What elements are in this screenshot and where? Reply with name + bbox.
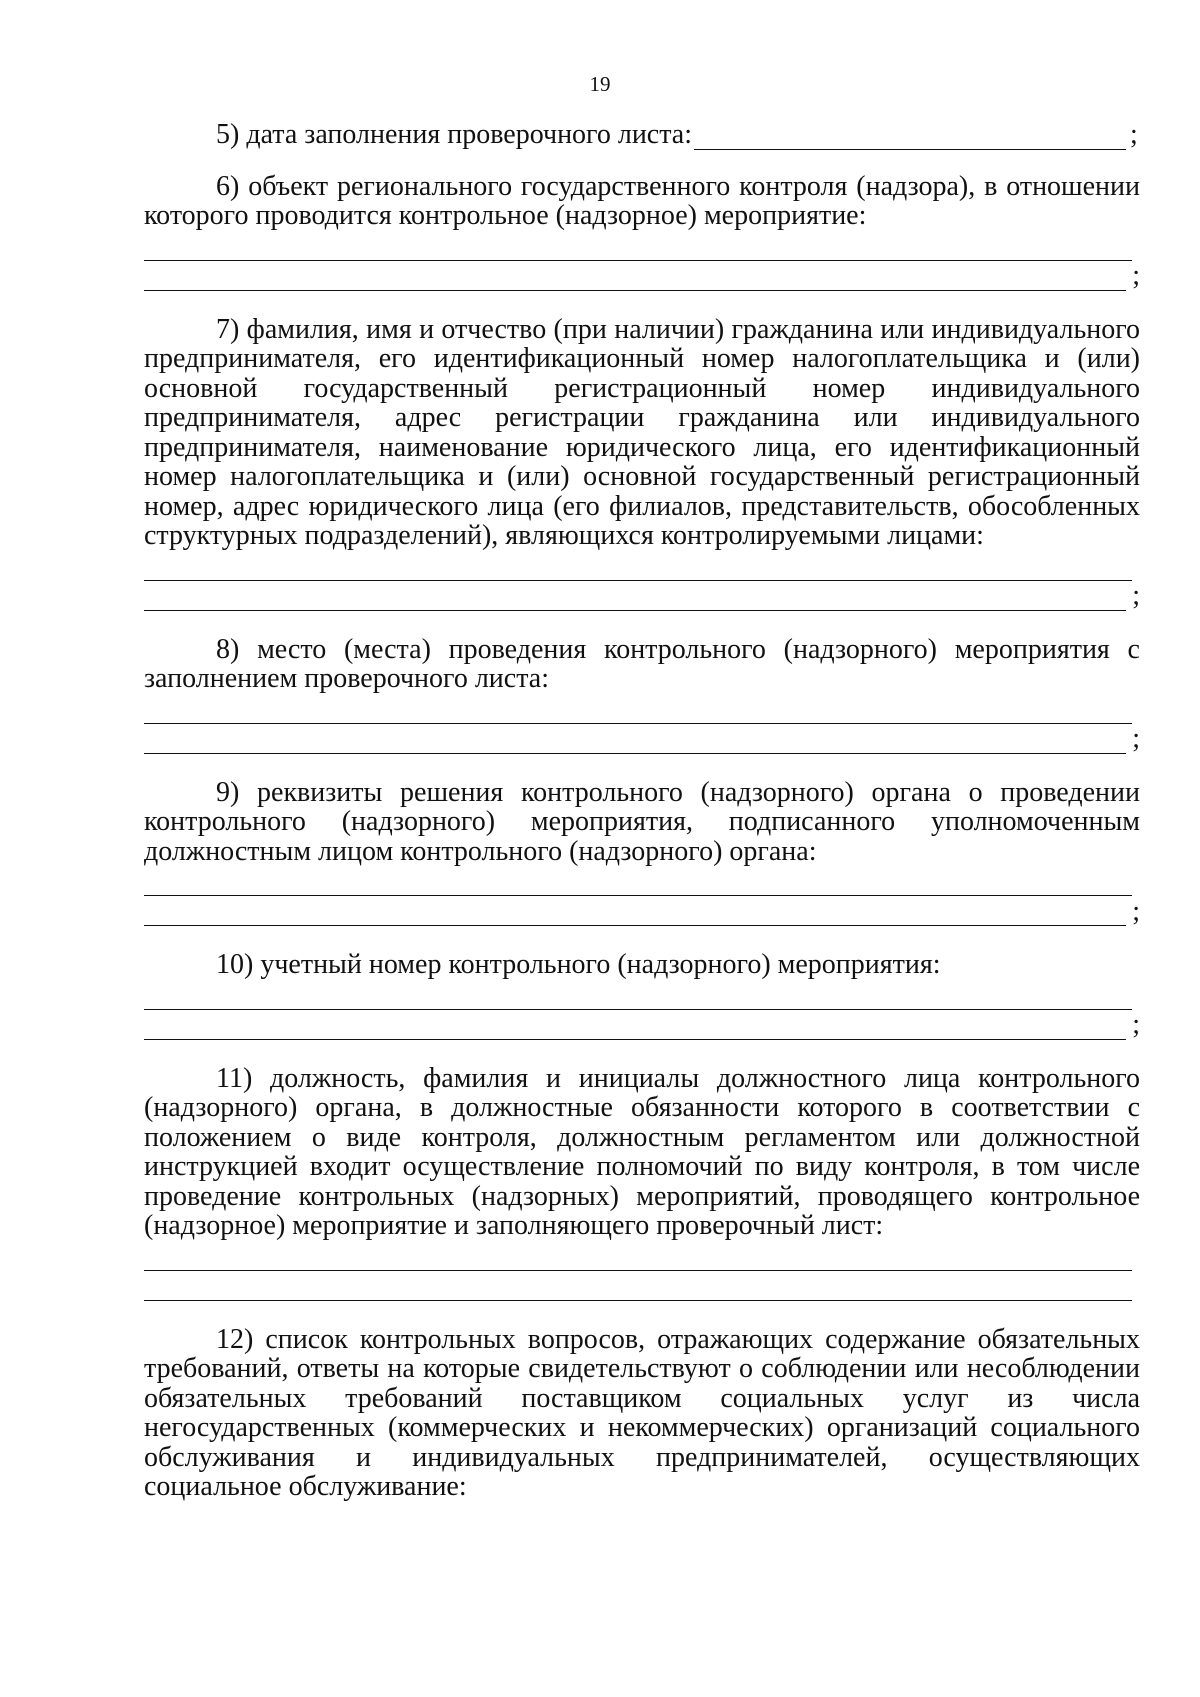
form-body <box>144 120 1140 1502</box>
item-7-input-line-2[interactable] <box>144 581 1140 611</box>
item-9-input-line-1[interactable] <box>144 866 1140 896</box>
item-8-text: 8) место (места) проведения контрольного (надзорного) мероприятия с заполнением проверочного листа: <box>144 633 1140 694</box>
item-11-input-line-2[interactable] <box>144 1271 1140 1301</box>
item-11-input-line-1[interactable] <box>144 1241 1140 1271</box>
item-9-terminator: ; <box>1132 895 1140 927</box>
item-7-controlled-persons <box>144 315 1140 611</box>
item-7-text: 7) фамилия, имя и отчество (при наличии) гражданина или индивидуального предпринимателя, его идентификационный номер налогоплательщика и (или) основной государственный регистрационный номер индивидуального предпринимателя, адрес регистрации гражданина или индивидуального предпринимателя, наименование юридического лица, его идентификационный номер налогоплательщика и (или) основной государственный регистрационный номер, адрес юридического лица (его филиалов, представительств, обособленных структурных подразделений), являющихся контролируемыми лицами: <box>144 313 1140 551</box>
item-7-terminator: ; <box>1132 580 1140 611</box>
item-5-terminator: ; <box>1130 119 1138 150</box>
item-9-input-line-2[interactable] <box>144 896 1140 926</box>
item-10-input-line-2[interactable] <box>144 1010 1140 1040</box>
item-12-question-list <box>144 1325 1140 1502</box>
item-6-input-line-2[interactable] <box>144 261 1140 291</box>
item-6-input-line-1[interactable] <box>144 231 1140 261</box>
item-5-fill-date <box>144 120 1140 150</box>
item-6-terminator: ; <box>1132 260 1140 291</box>
item-9-text: 9) реквизиты решения контрольного (надзорного) органа о проведении контрольного (надзорного) мероприятия, подписанного уполномоченным должностным лицом контрольного (надзорного) органа: <box>144 776 1140 867</box>
item-10-input-line-1[interactable] <box>144 980 1140 1010</box>
item-12-text: 12) список контрольных вопросов, отражающих содержание обязательных требований, ответы на которые свидетельствуют о соблюдении или несоблюдении обязательных требований поставщиком социальных услуг из числа негосударственных (коммерческих и некоммерческих) организаций социального обслуживания и индивидуальных предпринимателей, осуществляющих социальное обслуживание: <box>144 1323 1140 1502</box>
item-8-terminator: ; <box>1132 723 1140 754</box>
item-10-text: 10) учетный номер контрольного (надзорного) мероприятия: <box>216 949 941 980</box>
item-10-registration-number <box>144 950 1140 1040</box>
item-9-decision-details <box>144 778 1140 927</box>
item-5-label: 5) дата заполнения проверочного листа: <box>216 119 693 150</box>
item-11-text: 11) должность, фамилия и инициалы должностного лица контрольного (надзорного) органа, в должностные обязанности которого в соответствии с положением о виде контроля, должностным регламентом или должностной инструкцией входит осуществление полномочий по виду контроля, в том числе проведение контрольных (надзорных) мероприятий, проводящего контрольное (надзорное) мероприятие и заполняющего проверочный лист: <box>144 1062 1140 1241</box>
item-6-text: 6) объект регионального государственного контроля (надзора), в отношении которого проводится контрольное (надзорное) мероприятие: <box>144 170 1140 231</box>
item-6-control-object <box>144 172 1140 291</box>
page-number: 19 <box>589 72 611 96</box>
item-7-input-line-1[interactable] <box>144 551 1140 581</box>
item-5-input-line[interactable] <box>694 127 1126 150</box>
item-8-input-line-1[interactable] <box>144 694 1140 724</box>
item-10-terminator: ; <box>1132 1009 1140 1040</box>
item-11-official <box>144 1064 1140 1301</box>
item-8-input-line-2[interactable] <box>144 724 1140 754</box>
item-8-event-place <box>144 635 1140 754</box>
